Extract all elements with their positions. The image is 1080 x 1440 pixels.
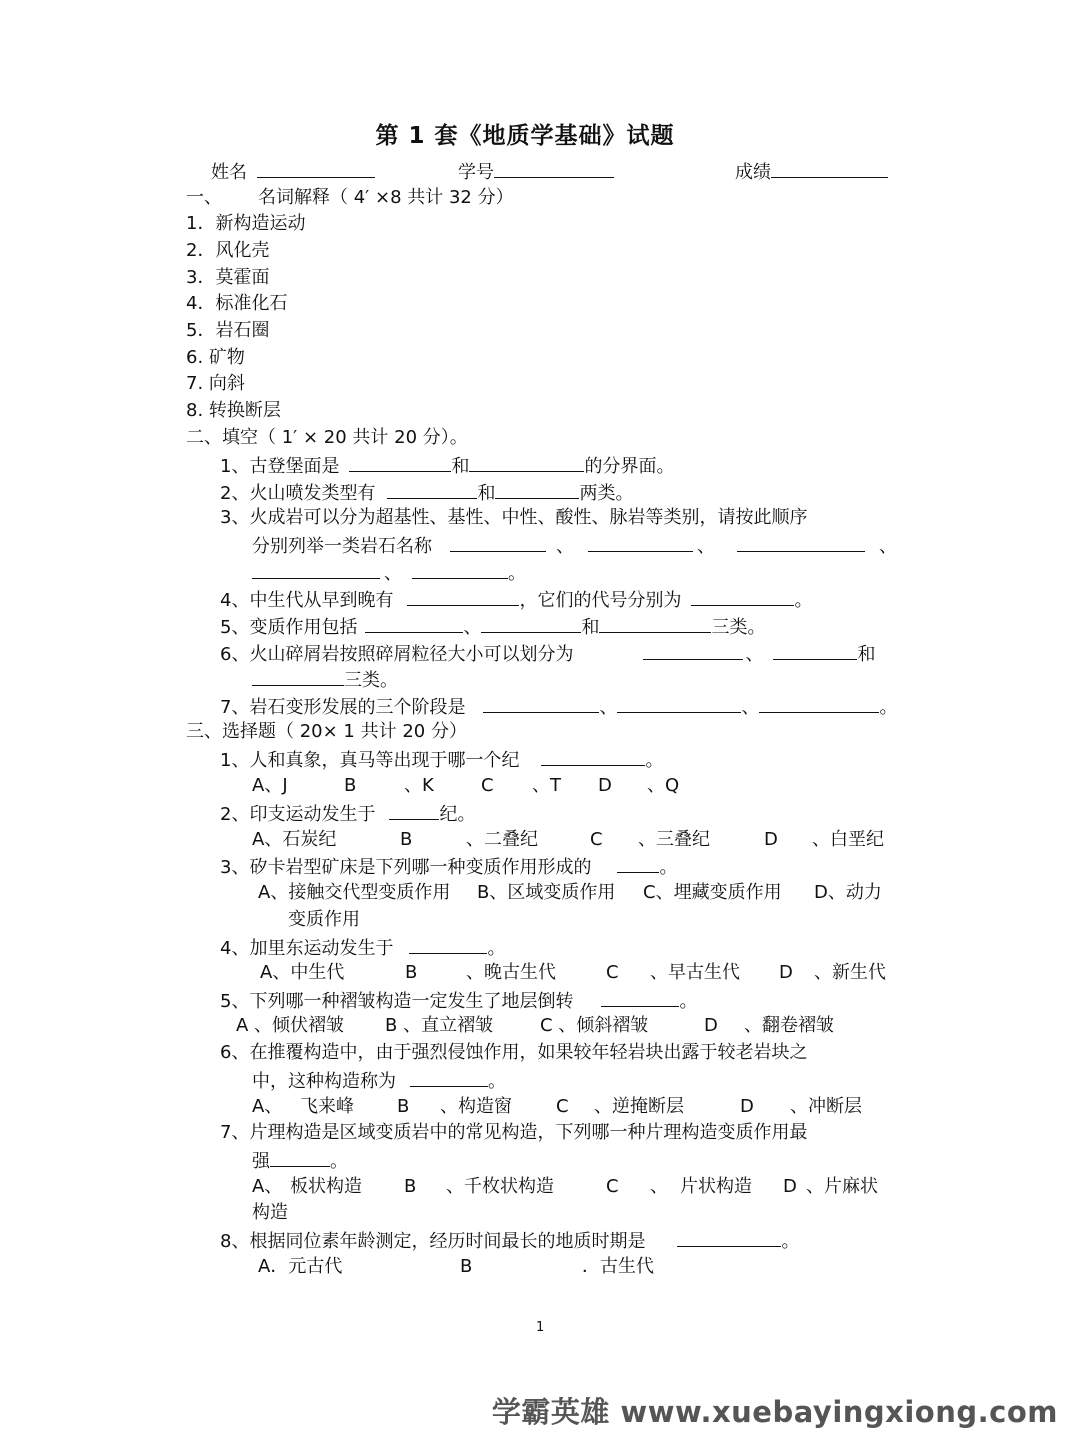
section1-heading: 名词解释（ 4′ ×8 共计 32 分） (258, 187, 514, 208)
q-text: 2、印支运动发生于 (220, 804, 376, 825)
answer-blank[interactable] (773, 642, 857, 660)
option[interactable]: 、构造窗 (440, 1096, 512, 1117)
answer-blank[interactable] (469, 454, 584, 472)
id-field (458, 160, 614, 184)
section1-heading-num: 一、 (186, 187, 222, 208)
q-text: 5、下列哪一种褶皱构造一定发生了地层倒转 (220, 991, 574, 1012)
q-sep: 、 (697, 536, 715, 557)
fill-q6-line2 (252, 668, 398, 692)
term-item: 8. 转换断层 (186, 400, 281, 421)
fill-q5 (220, 615, 765, 639)
option[interactable]: C 、倾斜褶皱 (540, 1015, 649, 1036)
term-item: 3．莫霍面 (186, 267, 270, 288)
score-label: 成绩 (735, 162, 771, 183)
option[interactable]: B (397, 1096, 410, 1117)
q-text: 3、矽卡岩型矿床是下列哪一种变质作用形成的 (220, 857, 592, 878)
q-text: 的分界面。 (584, 456, 675, 477)
option[interactable]: 板状构造 (290, 1176, 362, 1197)
option[interactable]: B (400, 829, 413, 850)
option[interactable]: B (404, 1176, 417, 1197)
q-text: 7、岩石变形发展的三个阶段是 (220, 697, 466, 718)
q-text: 5、变质作用包括 (220, 617, 358, 638)
option[interactable]: C (590, 829, 603, 850)
section2-heading: 二、填空（ 1′ × 20 共计 20 分）。 (186, 427, 468, 448)
q-end: 纪。 (439, 804, 476, 825)
q-end: 。 (679, 991, 698, 1012)
option[interactable]: 、白垩纪 (812, 829, 884, 850)
option[interactable]: A、接触交代型变质作用 (258, 882, 451, 903)
term-item: 4．标准化石 (186, 293, 288, 314)
q-text: 分别列举一类岩石名称 (252, 536, 432, 557)
option[interactable]: ．古生代 (582, 1256, 654, 1277)
page-title: 第 1 套《地质学基础》试题 (375, 123, 675, 149)
choice-q4-stem (220, 936, 505, 960)
name-field (211, 160, 375, 184)
option[interactable]: A、中生代 (260, 962, 345, 983)
fill-q3-line2 (252, 534, 897, 558)
option[interactable]: A、石炭纪 (252, 829, 337, 850)
answer-blank[interactable] (483, 695, 599, 713)
choice-q7-options (0, 1176, 1080, 1198)
option[interactable]: D (783, 1176, 797, 1197)
choice-q1-options (0, 775, 1080, 797)
option[interactable]: D (598, 775, 612, 796)
q-text: 1、古登堡面是 (220, 456, 340, 477)
q-text: 4、加里东运动发生于 (220, 938, 394, 959)
q-end: 。 (781, 1231, 800, 1252)
watermark: 学霸英雄 www.xuebayingxiong.com (491, 1395, 1058, 1429)
q-text: 、 (741, 697, 760, 718)
option[interactable]: B 、直立褶皱 (385, 1015, 494, 1036)
answer-blank[interactable] (677, 1229, 781, 1247)
q-text: 和 (581, 617, 600, 638)
q-text: 2、火山喷发类型有 (220, 483, 376, 504)
q-text: 、 (599, 697, 618, 718)
option[interactable]: D、动力 (814, 882, 882, 903)
q-text: 三类。 (344, 670, 398, 691)
choice-q2-stem (220, 802, 475, 826)
term-item: 5．岩石圈 (186, 320, 270, 341)
term-item: 6. 矿物 (186, 347, 245, 368)
term-item: 7. 向斜 (186, 373, 245, 394)
answer-blank[interactable] (387, 481, 477, 499)
option[interactable]: 、K (404, 775, 434, 796)
answer-blank[interactable] (349, 454, 451, 472)
answer-blank[interactable] (737, 534, 865, 552)
option[interactable]: 、翻卷褶皱 (744, 1015, 834, 1036)
option[interactable]: B (344, 775, 357, 796)
choice-q5-options (0, 1015, 1080, 1037)
option[interactable]: A、J (252, 775, 288, 796)
fill-q6 (220, 642, 875, 666)
option[interactable]: 、逆掩断层 (594, 1096, 684, 1117)
option[interactable]: C (481, 775, 494, 796)
option[interactable]: 、三叠纪 (638, 829, 710, 850)
option[interactable]: C、埋藏变质作用 (643, 882, 782, 903)
choice-q6-stem-cont (252, 1069, 506, 1093)
q-end: 。 (645, 750, 664, 771)
option[interactable]: 片状构造 (680, 1176, 752, 1197)
q-text: 8、根据同位素年龄测定，经历时间最长的地质时期是 (220, 1231, 646, 1252)
option[interactable]: A 、倾伏褶皱 (236, 1015, 345, 1036)
answer-blank[interactable] (270, 1149, 330, 1167)
option[interactable]: 、早古生代 (650, 962, 740, 983)
q-end: 。 (508, 563, 526, 584)
option[interactable]: 、晚古生代 (466, 962, 556, 983)
q-sep: 、 (556, 536, 574, 557)
option[interactable]: 、片麻状 (806, 1176, 878, 1197)
answer-blank[interactable] (541, 748, 645, 766)
choice-q6-options (0, 1096, 1080, 1118)
answer-blank[interactable] (407, 588, 519, 606)
option[interactable]: 、二叠纪 (466, 829, 538, 850)
option[interactable]: D (779, 962, 793, 983)
option[interactable]: A、 (252, 1096, 283, 1117)
option[interactable]: B (460, 1256, 473, 1277)
choice-q7-stem: 7、片理构造是区域变质岩中的常见构造，下列哪一种片理构造变质作用最 (220, 1122, 808, 1143)
option[interactable]: 飞来峰 (300, 1096, 354, 1117)
answer-blank[interactable] (252, 668, 344, 686)
section3-heading: 三、选择题（ 20× 1 共计 20 分） (186, 721, 467, 742)
q-text: 6、火山碎屑岩按照碎屑粒径大小可以划分为 (220, 644, 574, 665)
fill-q2 (220, 481, 633, 505)
option[interactable]: 、冲断层 (790, 1096, 862, 1117)
option[interactable]: B (405, 962, 418, 983)
answer-blank[interactable] (617, 855, 659, 873)
option[interactable]: D (740, 1096, 754, 1117)
q-text: 。 (794, 590, 813, 611)
q-end: 。 (330, 1151, 348, 1172)
q-text: 两类。 (579, 483, 634, 504)
answer-blank[interactable] (601, 989, 679, 1007)
q-text: 强 (252, 1151, 270, 1172)
answer-blank[interactable] (759, 695, 879, 713)
option[interactable]: 、千枚状构造 (446, 1176, 554, 1197)
option[interactable]: 、Q (647, 775, 680, 796)
score-field (735, 160, 888, 184)
id-blank[interactable] (494, 160, 614, 178)
q-text: 、 (463, 617, 482, 638)
q-text: 。 (879, 697, 898, 718)
choice-q7-stem-cont (252, 1149, 348, 1173)
option[interactable]: A、 (252, 1176, 283, 1197)
fill-q3-line1: 3、火成岩可以分为超基性、基性、中性、酸性、脉岩等类别，请按此顺序 (220, 507, 808, 528)
option[interactable]: C (606, 962, 619, 983)
q-text: 、 (745, 644, 764, 665)
name-label: 姓名 (211, 162, 247, 183)
answer-blank[interactable] (450, 534, 546, 552)
q-end: 。 (488, 1071, 506, 1092)
answer-blank[interactable] (409, 936, 487, 954)
choice-q1-stem (220, 748, 663, 772)
choice-q3-options-cont: 变质作用 (288, 909, 360, 930)
name-blank[interactable] (257, 160, 375, 178)
page-number: 1 (536, 1320, 545, 1335)
q-text: 和 (477, 483, 496, 504)
choice-q2-options (0, 829, 1080, 851)
q-text: 4、中生代从早到晚有 (220, 590, 394, 611)
q-end: 。 (487, 938, 506, 959)
q-text: 和 (857, 644, 876, 665)
choice-q6-stem: 6、在推覆构造中，由于强烈侵蚀作用，如果较年轻岩块出露于较老岩块之 (220, 1042, 808, 1063)
q-text: 三类。 (711, 617, 766, 638)
answer-blank[interactable] (252, 561, 380, 579)
q-end: 。 (659, 857, 678, 878)
option[interactable]: D (764, 829, 778, 850)
option[interactable]: 、新生代 (814, 962, 886, 983)
option[interactable]: B、区域变质作用 (477, 882, 616, 903)
answer-blank[interactable] (412, 561, 508, 579)
choice-q4-options (0, 962, 1080, 984)
fill-q3-line3 (252, 561, 526, 585)
id-label: 学号 (458, 162, 494, 183)
term-item: 2．风化壳 (186, 240, 270, 261)
choice-q8-stem (220, 1229, 799, 1253)
option[interactable]: C (556, 1096, 569, 1117)
answer-blank[interactable] (389, 802, 439, 820)
answer-blank[interactable] (365, 615, 463, 633)
choice-q5-stem (220, 989, 697, 1013)
term-item: 1．新构造运动 (186, 213, 306, 234)
q-sep: 、 (879, 536, 897, 557)
option[interactable]: 、 (650, 1176, 668, 1197)
choice-q3-stem (220, 855, 677, 879)
option[interactable]: C (606, 1176, 619, 1197)
answer-blank[interactable] (588, 534, 693, 552)
answer-blank[interactable] (410, 1069, 488, 1087)
q-text: 和 (451, 456, 470, 477)
score-blank[interactable] (771, 160, 888, 178)
choice-q8-options (0, 1256, 1080, 1278)
answer-blank[interactable] (617, 695, 741, 713)
q-text: 1、人和真象，真马等出现于哪一个纪 (220, 750, 520, 771)
option[interactable]: A．元古代 (258, 1256, 343, 1277)
q-text: ，它们的代号分别为 (519, 590, 682, 611)
q-sep: 、 (384, 563, 402, 584)
choice-q7-options-cont: 构造 (252, 1202, 288, 1223)
answer-blank[interactable] (643, 642, 743, 660)
fill-q7 (220, 695, 897, 719)
answer-blank[interactable] (481, 615, 581, 633)
fill-q1 (220, 454, 674, 478)
answer-blank[interactable] (599, 615, 711, 633)
answer-blank[interactable] (691, 588, 794, 606)
fill-q4 (220, 588, 812, 612)
answer-blank[interactable] (495, 481, 579, 499)
q-text: 中，这种构造称为 (252, 1071, 396, 1092)
option[interactable]: 、T (532, 775, 561, 796)
choice-q3-options (0, 882, 1080, 904)
option[interactable]: D (704, 1015, 718, 1036)
